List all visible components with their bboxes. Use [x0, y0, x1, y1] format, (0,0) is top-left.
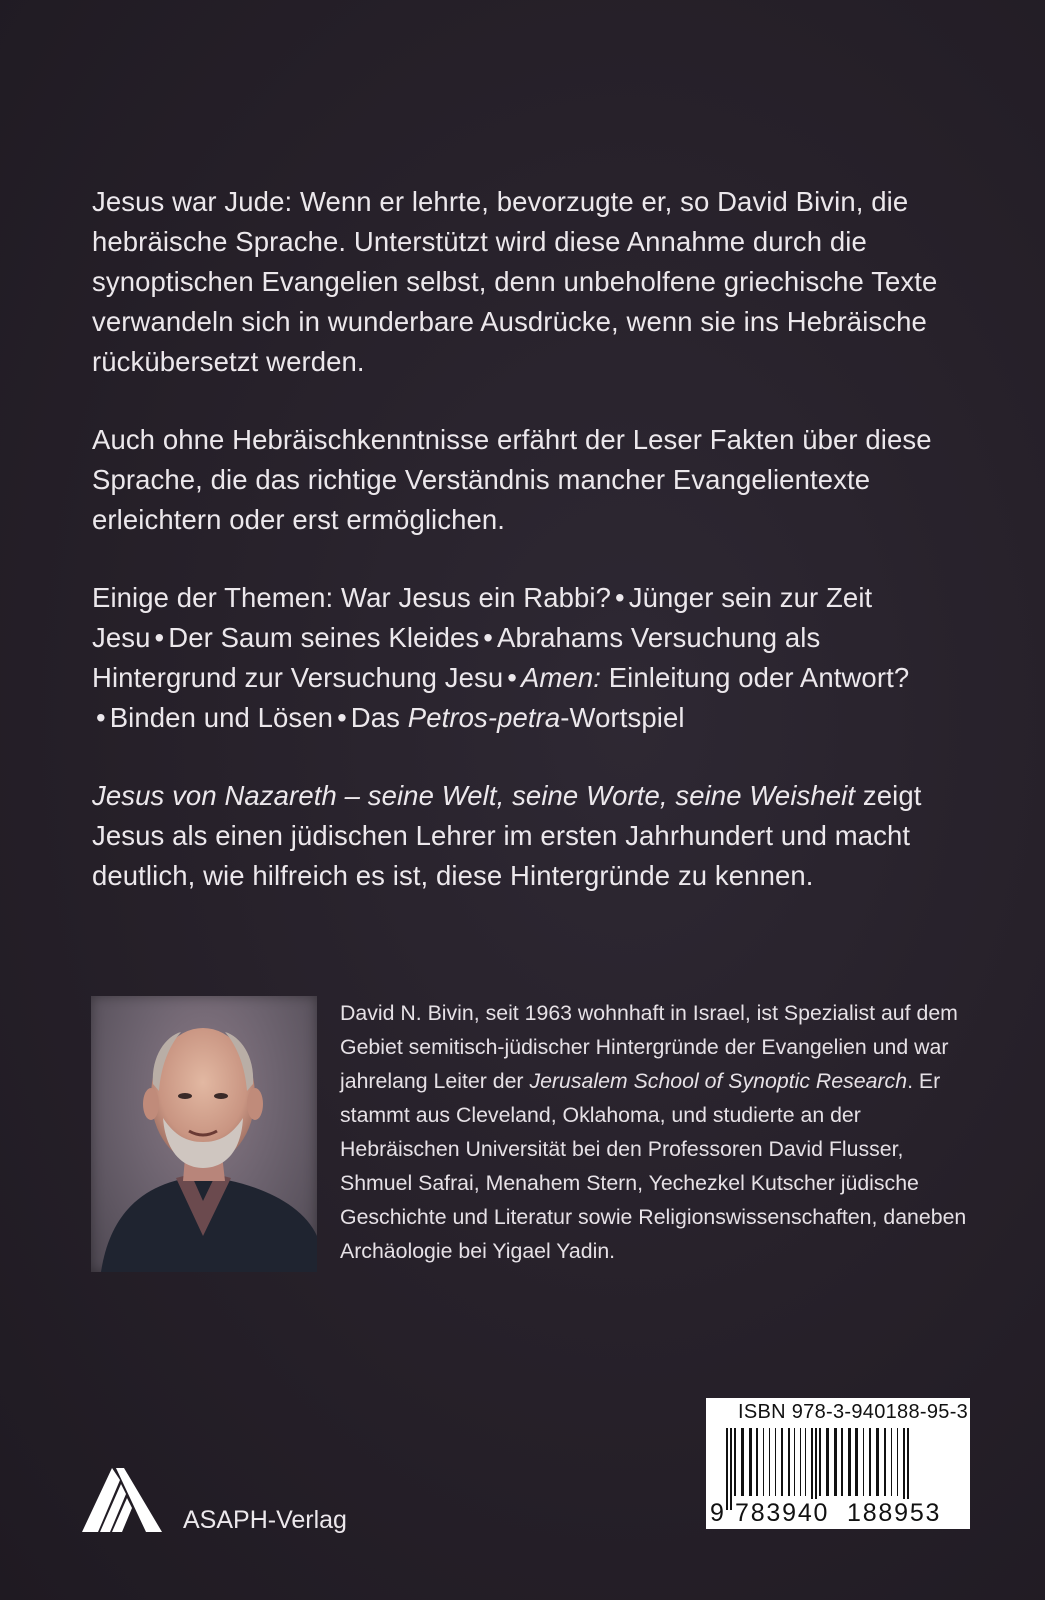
bullet-separator: • [96, 702, 106, 733]
asaph-logo-icon [82, 1468, 162, 1532]
topic-4: Einleitung oder Antwort? [600, 662, 910, 693]
topic-6-pre: Das [350, 702, 408, 733]
ean-first-digit: 9 [710, 1499, 724, 1527]
bullet-separator: • [507, 662, 517, 693]
isbn-label: ISBN 978-3-940188-95-3 [738, 1401, 969, 1423]
bullet-separator: • [154, 622, 165, 653]
blurb-topics [92, 578, 972, 738]
back-cover-blurb [92, 182, 972, 934]
bullet-separator: • [337, 702, 347, 733]
publisher-name: ASAPH-Verlag [183, 1506, 347, 1534]
bio-school-name: Jerusalem School of Synoptic Research [529, 1069, 908, 1093]
author-photo [91, 996, 317, 1272]
topic-6-italic: Petros-petra [407, 702, 561, 733]
topic-3: Abrahams Versuchung als Hintergrund zur Versuchung Jesu [92, 622, 821, 693]
bio-text-1: David N. Bivin, seit 1963 wohnhaft in Israel, ist Spezialist auf dem Gebiet semitisch-jüdischer Hintergründe der Evangelien und war jahrelang Leiter der [340, 1001, 958, 1093]
isbn-barcode [706, 1398, 970, 1529]
blurb-paragraph-4 [92, 776, 972, 896]
bio-text-2: . Er stammt aus Cleveland, Oklahoma, und studierte an der Hebräischen Universität bei den Professoren David Flusser, Shmuel Safrai, Menahem Stern, Yechezkel Kutscher jüdische Geschichte und Literatur sowie Religionswissenschaften, daneben Archäologie bei Yigael Yadin. [340, 1069, 967, 1263]
topic-4-italic: Amen: [520, 662, 601, 693]
topic-2: Der Saum seines Kleides [168, 622, 480, 653]
ean-group-right: 188953 [847, 1499, 942, 1527]
topic-5: Binden und Lösen [109, 702, 334, 733]
ean-group-left: 783940 [735, 1499, 830, 1527]
blurb-paragraph-2: Auch ohne Hebräischkenntnisse erfährt der Leser Fakten über diese Sprache, die das richtige Verständnis mancher Evangelientexte erleichtern oder erst ermöglichen. [92, 424, 932, 535]
bullet-separator: • [483, 622, 494, 653]
topics-intro: Einige der Themen: War Jesus ein Rabbi? [92, 582, 612, 613]
author-bio [340, 996, 972, 1268]
bullet-separator: • [615, 582, 625, 613]
barcode-bars [722, 1428, 962, 1510]
topic-6-post: -Wortspiel [560, 702, 685, 733]
blurb-paragraph-1: Jesus war Jude: Wenn er lehrte, bevorzugte er, so David Bivin, die hebräische Sprache. Unterstützt wird diese Annahme durch die synoptischen Evangelien selbst, denn unbeholfene griechische Texte verwandeln sich in wunderbare Ausdrücke, wenn sie ins Hebräische rückübersetzt werden. [92, 186, 938, 377]
book-title: Jesus von Nazareth – seine Welt, seine Worte, seine Weisheit [92, 780, 856, 811]
author-portrait-illustration [91, 996, 317, 1272]
book-summary: zeigt Jesus als einen jüdischen Lehrer im ersten Jahrhundert und macht deutlich, wie hilfreich es ist, diese Hintergründe zu kennen. [92, 780, 922, 891]
topic-1: Jünger sein zur Zeit Jesu [92, 582, 873, 653]
